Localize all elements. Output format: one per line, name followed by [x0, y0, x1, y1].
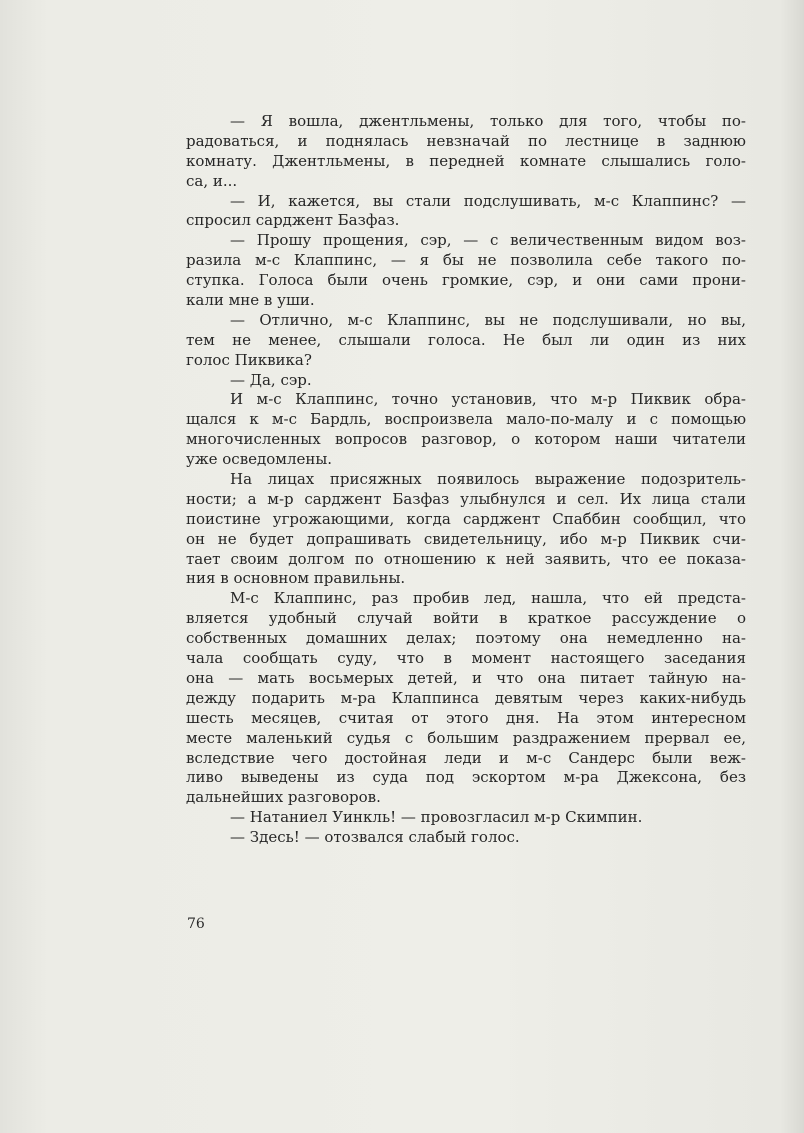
- text-line: — Здесь! — отозвался слабый голос.: [230, 828, 520, 847]
- text-line: тем не менее, слышали голоса. Не был ли один из них: [186, 330, 746, 349]
- text-line: И м-с Клаппинс, точно установив, что м-р Пиквик обра-: [230, 390, 746, 409]
- text-line: ступка. Голоса были очень громкие, сэр, и они сами прони-: [186, 271, 746, 290]
- text-line: ности; а м-р сарджент Базфаз улыбнулся и сел. Их лица стали: [186, 489, 746, 508]
- text-line: он не будет допрашивать свидетельницу, ибо м-р Пиквик счи-: [186, 529, 746, 548]
- text-line: уже осведомлены.: [186, 450, 333, 469]
- body-text: [186, 112, 746, 848]
- page-number: 76: [187, 916, 205, 932]
- text-line: — Отлично, м-с Клаппинс, вы не подслушивали, но вы,: [230, 310, 746, 329]
- text-line: она — мать восьмерых детей, и что она питает тайную на-: [186, 668, 746, 687]
- text-line: М-с Клаппинс, раз пробив лед, нашла, что ей предста-: [230, 589, 746, 608]
- text-line: поистине угрожающими, когда сарджент Спаббин сообщил, что: [186, 509, 746, 528]
- text-line: — И, кажется, вы стали подслушивать, м-с Клаппинс? —: [230, 191, 746, 210]
- text-line: собственных домашних делах; поэтому она немедленно на-: [186, 629, 746, 648]
- text-line: вляется удобный случай войти в краткое рассуждение о: [186, 609, 746, 628]
- text-line: радоваться, и поднялась невзначай по лестнице в заднюю: [186, 131, 746, 150]
- text-line: — Я вошла, джентльмены, только для того, чтобы по-: [230, 112, 746, 130]
- text-line: кали мне в уши.: [186, 291, 315, 310]
- text-line: — Да, сэр.: [230, 370, 312, 389]
- text-line: — Натаниел Уинкль! — провозгласил м-р Скимпин.: [230, 808, 643, 827]
- text-line: дальнейших разговоров.: [186, 788, 381, 807]
- text-line: шесть месяцев, считая от этого дня. На этом интересном: [186, 708, 746, 727]
- text-line: вследствие чего достойная леди и м-с Сандерс были веж-: [186, 748, 746, 767]
- text-line: На лицах присяжных появилось выражение подозритель-: [230, 470, 746, 489]
- text-line: голос Пиквика?: [186, 350, 312, 369]
- text-line: ния в основном правильны.: [186, 569, 406, 588]
- text-line: месте маленький судья с большим раздражением прервал ее,: [186, 728, 746, 747]
- text-line: ливо выведены из суда под эскортом м-ра Джексона, без: [186, 768, 746, 787]
- text-line: комнату. Джентльмены, в передней комнате слышались голо-: [186, 151, 746, 170]
- text-line: са, и...: [186, 171, 238, 190]
- text-line: разила м-с Клаппинс, — я бы не позволила себе такого по-: [186, 251, 746, 270]
- text-line: тает своим долгом по отношению к ней заявить, что ее показа-: [186, 549, 746, 568]
- text-line: многочисленных вопросов разговор, о котором наши читатели: [186, 430, 746, 449]
- text-line: — Прошу прощения, сэр, — с величественным видом воз-: [230, 231, 746, 250]
- text-line: спросил сарджент Базфаз.: [186, 211, 400, 230]
- text-line: дежду подарить м-ра Клаппинса девятым через каких-нибудь: [186, 688, 746, 707]
- text-line: щался к м-с Бардль, воспроизвела мало-по-малу и с помощью: [186, 410, 746, 429]
- text-line: чала сообщать суду, что в момент настоящего заседания: [186, 649, 746, 668]
